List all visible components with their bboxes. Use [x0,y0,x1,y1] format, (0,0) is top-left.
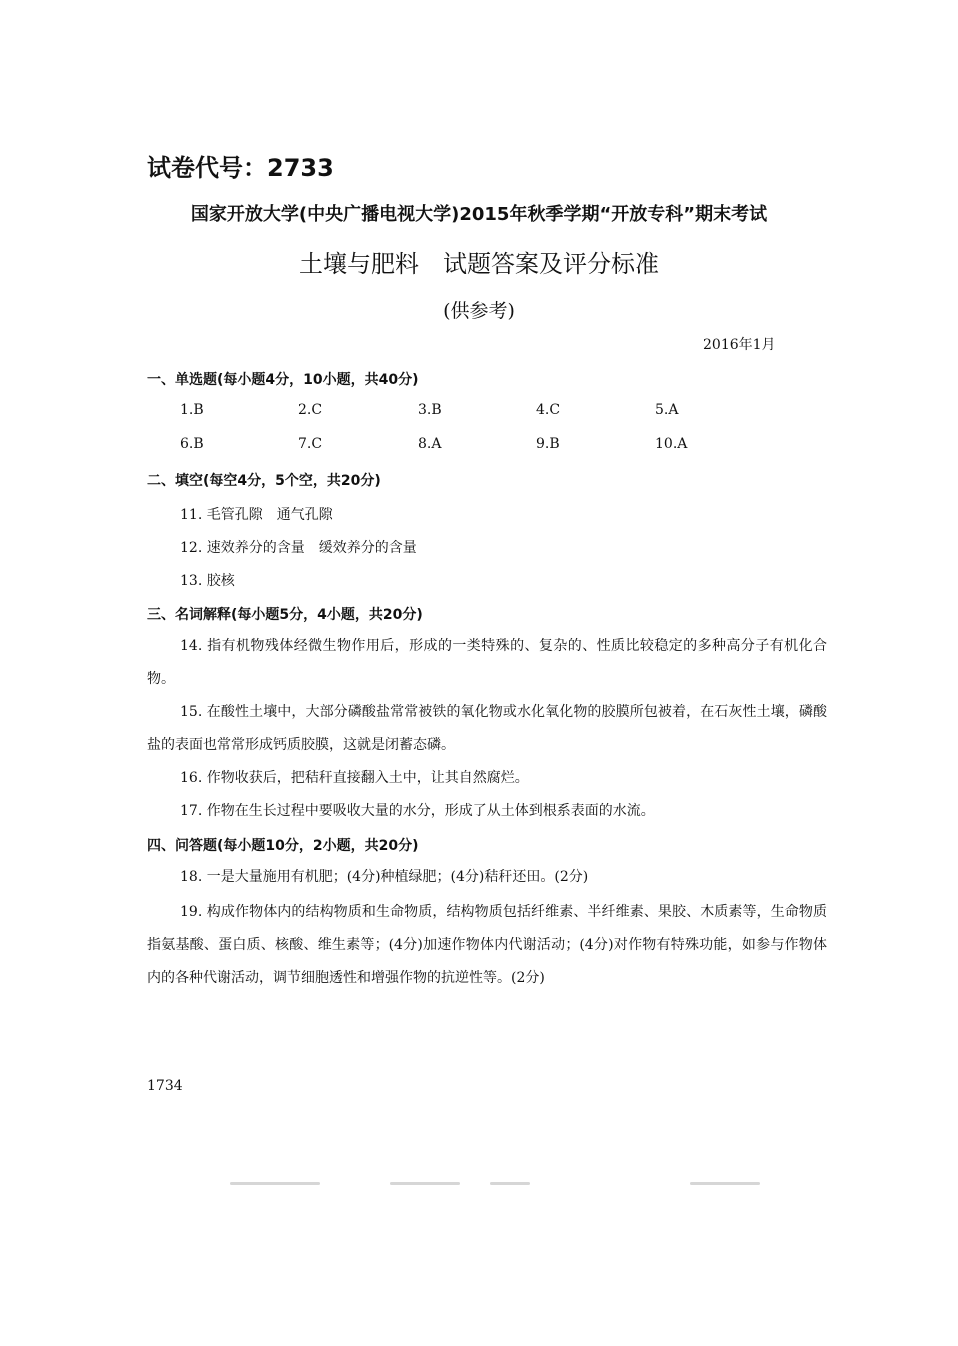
fill-answer-11: 11. 毛管孔隙 通气孔隙 [180,507,333,523]
term-answer-15: 15. 在酸性土壤中，大部分磷酸盐常常被铁的氧化物或水化氧化物的胶膜所包被着，在石灰性土壤，磷酸盐的表面也常常形成钙质胶膜，这就是闭蓄态磷。 [147,704,827,753]
section-heading-1: 一、单选题(每小题4分，10小题，共40分) [147,372,419,388]
section-heading-2: 二、填空(每空4分，5个空，共20分) [147,473,381,489]
scan-smudge [390,1182,460,1185]
qa-answer-18: 18. 一是大量施用有机肥；(4分)种植绿肥；(4分)秸秆还田。(2分) [180,869,589,885]
fill-answer-13: 13. 胶核 [180,573,235,589]
scan-smudge [690,1182,760,1185]
term-answer-17: 17. 作物在生长过程中要吸收大量的水分，形成了从土体到根系表面的水流。 [180,803,655,819]
term-answer-14: 14. 指有机物残体经微生物作用后，形成的一类特殊的、复杂的、性质比较稳定的多种高分子有机化合物。 [147,638,827,687]
mc-answer: 1.B [180,402,204,418]
exam-date: 2016年1月 [703,337,776,353]
mc-answer: 9.B [536,436,560,452]
exam-code: 试卷代号：2733 [147,154,334,182]
qa-answer-19: 19. 构成作物体内的结构物质和生命物质，结构物质包括纤维素、半纤维素、果胶、木质素等，生命物质指氨基酸、蛋白质、核酸、维生素等；(4分)加速作物体内代谢活动；(4分)对作物有特殊功能，如参与作物体内的各种代谢活动，调节细胞透性和增强作物的抗逆性等。(2分) [147,904,827,986]
fill-answer-12: 12. 速效养分的含量 缓效养分的含量 [180,540,417,556]
term-answer-16: 16. 作物收获后，把秸秆直接翻入土中，让其自然腐烂。 [180,770,529,786]
scan-smudge [490,1182,530,1185]
mc-answer: 7.C [298,436,323,452]
mc-answer: 10.A [655,436,688,452]
mc-answer: 3.B [418,402,442,418]
mc-answer: 5.A [655,402,679,418]
page-subtitle: (供参考) [443,300,515,322]
page-title: 土壤与肥料 试题答案及评分标准 [299,250,659,278]
section-heading-3: 三、名词解释(每小题5分，4小题，共20分) [147,607,423,623]
scan-smudge [230,1182,320,1185]
mc-answer: 8.A [418,436,442,452]
section-heading-4: 四、问答题(每小题10分，2小题，共20分) [147,838,419,854]
page-number: 1734 [147,1078,183,1094]
mc-answer: 6.B [180,436,204,452]
exam-organization: 国家开放大学(中央广播电视大学)2015年秋季学期“开放专科”期末考试 [190,204,768,225]
mc-answer: 4.C [536,402,561,418]
mc-answer: 2.C [298,402,323,418]
